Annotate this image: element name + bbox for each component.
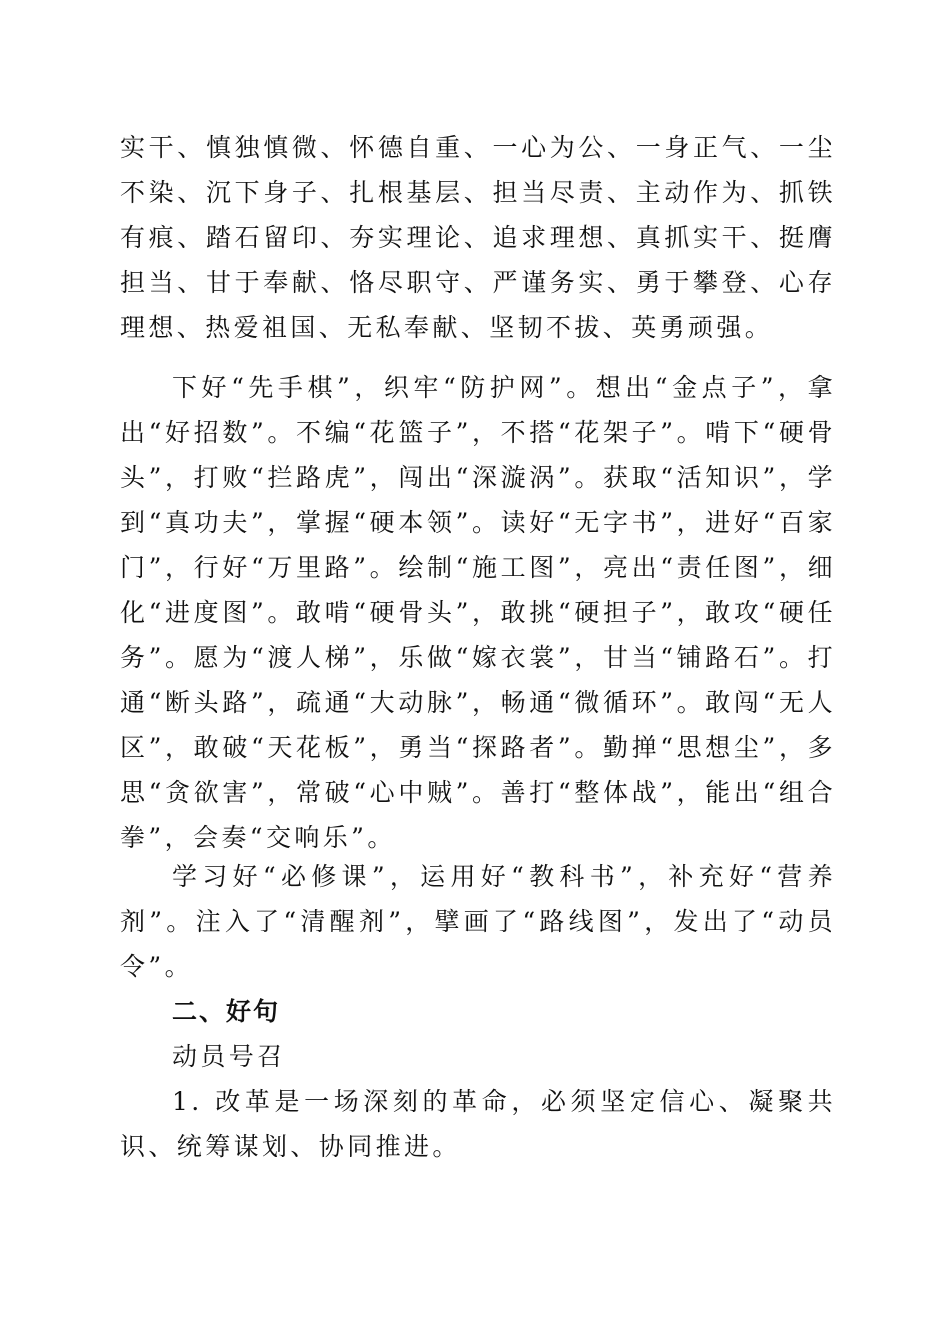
subheading-block: [120, 1034, 836, 1079]
section-heading: 二、好句: [172, 997, 281, 1026]
paragraph-study: [120, 854, 836, 989]
paragraph-continued-virtues: [120, 125, 836, 350]
study-text: 学习好“必修课”，运用好“教科书”，补充好“营养剂”。注入了“清醒剂”，擘画了“路线图”，发出了“动员令”。: [120, 862, 836, 981]
virtues-text: 实干、慎独慎微、怀德自重、一心为公、一身正气、一尘不染、沉下身子、扎根基层、担当尽责、主动作为、抓铁有痕、踏石留印、夯实理论、追求理想、真抓实干、挺膺担当、甘于奉献、恪尽职守、严谨务实、勇于攀登、心存理想、热爱祖国、无私奉献、坚韧不拔、英勇顽强。: [120, 133, 836, 342]
section-heading-block: [120, 989, 836, 1034]
subheading: 动员号召: [172, 1042, 286, 1071]
numbered-item-1: 1. 改革是一场深刻的革命，必须坚定信心、凝聚共识、统筹谋划、协同推进。: [120, 1087, 836, 1161]
metaphors-text: 下好“先手棋”，织牢“防护网”。想出“金点子”，拿出“好招数”。不编“花篮子”，不搭“花架子”。啃下“硬骨头”，打败“拦路虎”，闯出“深漩涡”。获取“活知识”，学到“真功夫”，掌握“硬本领”。读好“无字书”，进好“百家门”，行好“万里路”。绘制“施工图”，亮出“责任图”，细化“进度图”。敢啃“硬骨头”，敢挑“硬担子”，敢攻“硬任务”。愿为“渡人梯”，乐做“嫁衣裳”，甘当“铺路石”。打通“断头路”，疏通“大动脉”，畅通“微循环”。敢闯“无人区”，敢破“天花板”，勇当“探路者”。勤掸“思想尘”，多思“贪欲害”，常破“心中贼”。善打“整体战”，能出“组合拳”，会奏“交响乐”。: [120, 373, 836, 852]
numbered-item-block: [120, 1079, 836, 1169]
paragraph-metaphors: [120, 365, 836, 860]
